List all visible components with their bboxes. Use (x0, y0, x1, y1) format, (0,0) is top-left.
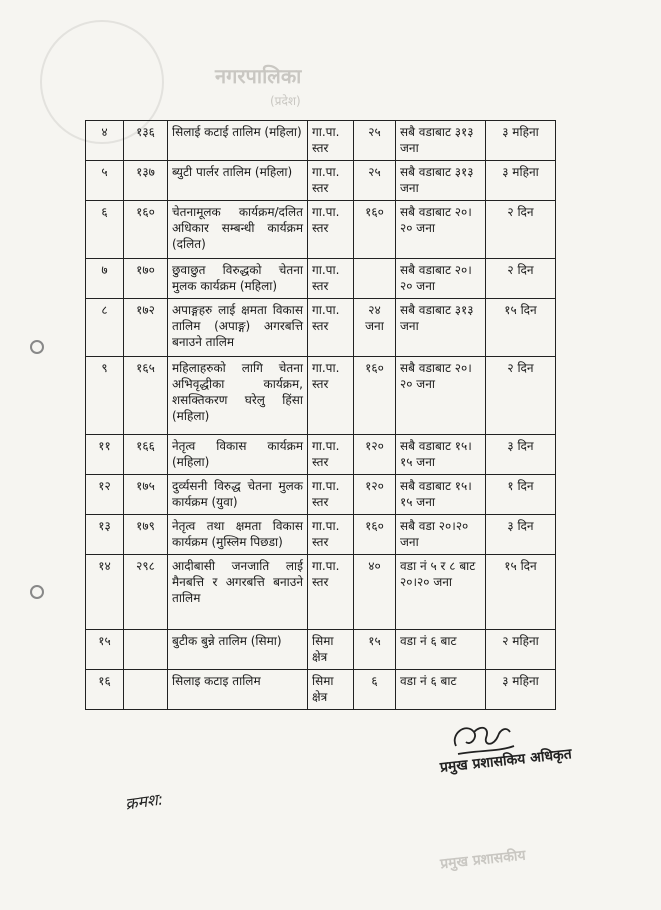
duration-cell: १५ दिन (486, 555, 556, 630)
program-code-cell: १७९ (124, 515, 168, 555)
participants-cell: वडा नं ६ बाट (396, 670, 486, 710)
level-cell: गा.पा. स्तर (308, 357, 354, 435)
table-row (86, 670, 556, 710)
participants-cell: सबै वडाबाट २०।२० जना (396, 201, 486, 259)
program-name-cell: छुवाछुत विरुद्धको चेतना मुलक कार्यक्रम (महिला) (168, 259, 308, 299)
table-row (86, 555, 556, 630)
budget-cell: २५ (354, 121, 396, 161)
program-code-cell: १६० (124, 201, 168, 259)
participants-cell: सबै वडाबाट ३१३ जना (396, 121, 486, 161)
program-name-cell: चेतनामूलक कार्यक्रम/दलित अधिकार सम्बन्धी कार्यक्रम (दलित) (168, 201, 308, 259)
program-name-cell: ब्युटी पार्लर तालिम (महिला) (168, 161, 308, 201)
level-cell: गा.पा. स्तर (308, 299, 354, 357)
program-name-cell: दुर्व्यसनी विरुद्ध चेतना मुलक कार्यक्रम (युवा) (168, 475, 308, 515)
program-code-cell: १६६ (124, 435, 168, 475)
program-code-cell: १६५ (124, 357, 168, 435)
table-row (86, 161, 556, 201)
duration-cell: २ दिन (486, 201, 556, 259)
level-cell: सिमा क्षेत्र (308, 630, 354, 670)
serial-number-cell: ४ (86, 121, 124, 161)
duration-cell: ३ दिन (486, 435, 556, 475)
program-name-cell: सिलाई कटाई तालिम (महिला) (168, 121, 308, 161)
officer-title: प्रमुख प्रशासकिय अधिकृत (439, 746, 573, 776)
program-code-cell: १७० (124, 259, 168, 299)
duration-cell: ३ महिना (486, 121, 556, 161)
serial-number-cell: ८ (86, 299, 124, 357)
serial-number-cell: १३ (86, 515, 124, 555)
participants-cell: वडा नं ५ र ८ बाट २०।२० जना (396, 555, 486, 630)
serial-number-cell: १५ (86, 630, 124, 670)
punch-hole-bottom (30, 585, 44, 599)
budget-cell (354, 259, 396, 299)
program-name-cell: अपाङ्गहरु लाई क्षमता विकास तालिम (अपाङ्ग) अगरबत्ति बनाउने तालिम (168, 299, 308, 357)
participants-cell: वडा नं ६ बाट (396, 630, 486, 670)
serial-number-cell: १४ (86, 555, 124, 630)
program-code-cell: १७२ (124, 299, 168, 357)
level-cell: सिमा क्षेत्र (308, 670, 354, 710)
duration-cell: २ दिन (486, 259, 556, 299)
duration-cell: २ दिन (486, 357, 556, 435)
table-row (86, 299, 556, 357)
program-name-cell: नेतृत्व विकास कार्यक्रम (महिला) (168, 435, 308, 475)
level-cell: गा.पा. स्तर (308, 259, 354, 299)
continued-note: क्रमश: (123, 789, 165, 814)
punch-hole-top (30, 340, 44, 354)
program-code-cell: १३६ (124, 121, 168, 161)
program-code-cell: १७५ (124, 475, 168, 515)
serial-number-cell: ९ (86, 357, 124, 435)
table-row (86, 435, 556, 475)
budget-cell: ६ (354, 670, 396, 710)
level-cell: गा.पा. स्तर (308, 161, 354, 201)
level-cell: गा.पा. स्तर (308, 435, 354, 475)
table-row (86, 475, 556, 515)
level-cell: गा.पा. स्तर (308, 475, 354, 515)
serial-number-cell: १२ (86, 475, 124, 515)
program-table-body (86, 121, 556, 710)
duration-cell: १ दिन (486, 475, 556, 515)
faded-bottom-text: प्रमुख प्रशासकीय (439, 847, 527, 873)
participants-cell: सबै वडा २०।२० जना (396, 515, 486, 555)
budget-cell: १५ (354, 630, 396, 670)
duration-cell: ३ दिन (486, 515, 556, 555)
duration-cell: २ महिना (486, 630, 556, 670)
program-code-cell: २९८ (124, 555, 168, 630)
budget-cell: ४० (354, 555, 396, 630)
budget-cell: १२० (354, 475, 396, 515)
program-code-cell: १३७ (124, 161, 168, 201)
participants-cell: सबै वडाबाट १५।१५ जना (396, 435, 486, 475)
table-row (86, 630, 556, 670)
participants-cell: सबै वडाबाट २०।२० जना (396, 357, 486, 435)
budget-cell: २४ जना (354, 299, 396, 357)
program-name-cell: सिलाइ कटाइ तालिम (168, 670, 308, 710)
budget-cell: १६० (354, 515, 396, 555)
serial-number-cell: ६ (86, 201, 124, 259)
table-row (86, 121, 556, 161)
budget-cell: २५ (354, 161, 396, 201)
duration-cell: १५ दिन (486, 299, 556, 357)
table-row (86, 259, 556, 299)
level-cell: गा.पा. स्तर (308, 555, 354, 630)
serial-number-cell: ५ (86, 161, 124, 201)
program-name-cell: नेतृत्व तथा क्षमता विकास कार्यक्रम (मुस्लिम पिछडा) (168, 515, 308, 555)
participants-cell: सबै वडाबाट ३१३ जना (396, 299, 486, 357)
duration-cell: ३ महिना (486, 670, 556, 710)
table-row (86, 201, 556, 259)
program-name-cell: महिलाहरुको लागि चेतना अभिवृद्धीका कार्यक्रम, शसक्तिकरण घरेलु हिंसा (महिला) (168, 357, 308, 435)
level-cell: गा.पा. स्तर (308, 515, 354, 555)
serial-number-cell: ७ (86, 259, 124, 299)
duration-cell: ३ महिना (486, 161, 556, 201)
table-row (86, 515, 556, 555)
table-row (86, 357, 556, 435)
faded-letterhead-subtitle: (प्रदेश) (270, 94, 301, 108)
faded-letterhead-title: नगरपालिका (215, 64, 302, 88)
budget-cell: १२० (354, 435, 396, 475)
participants-cell: सबै वडाबाट २०।२० जना (396, 259, 486, 299)
participants-cell: सबै वडाबाट ३१३ जना (396, 161, 486, 201)
level-cell: गा.पा. स्तर (308, 121, 354, 161)
budget-cell: १६० (354, 201, 396, 259)
participants-cell: सबै वडाबाट १५।१५ जना (396, 475, 486, 515)
program-table (85, 120, 556, 710)
serial-number-cell: ११ (86, 435, 124, 475)
program-code-cell (124, 670, 168, 710)
program-name-cell: बुटीक बुन्ने तालिम (सिमा) (168, 630, 308, 670)
serial-number-cell: १६ (86, 670, 124, 710)
program-code-cell (124, 630, 168, 670)
level-cell: गा.पा. स्तर (308, 201, 354, 259)
program-name-cell: आदीबासी जनजाति लाई मैनबत्ति र अगरबत्ति बनाउने तालिम (168, 555, 308, 630)
budget-cell: १६० (354, 357, 396, 435)
